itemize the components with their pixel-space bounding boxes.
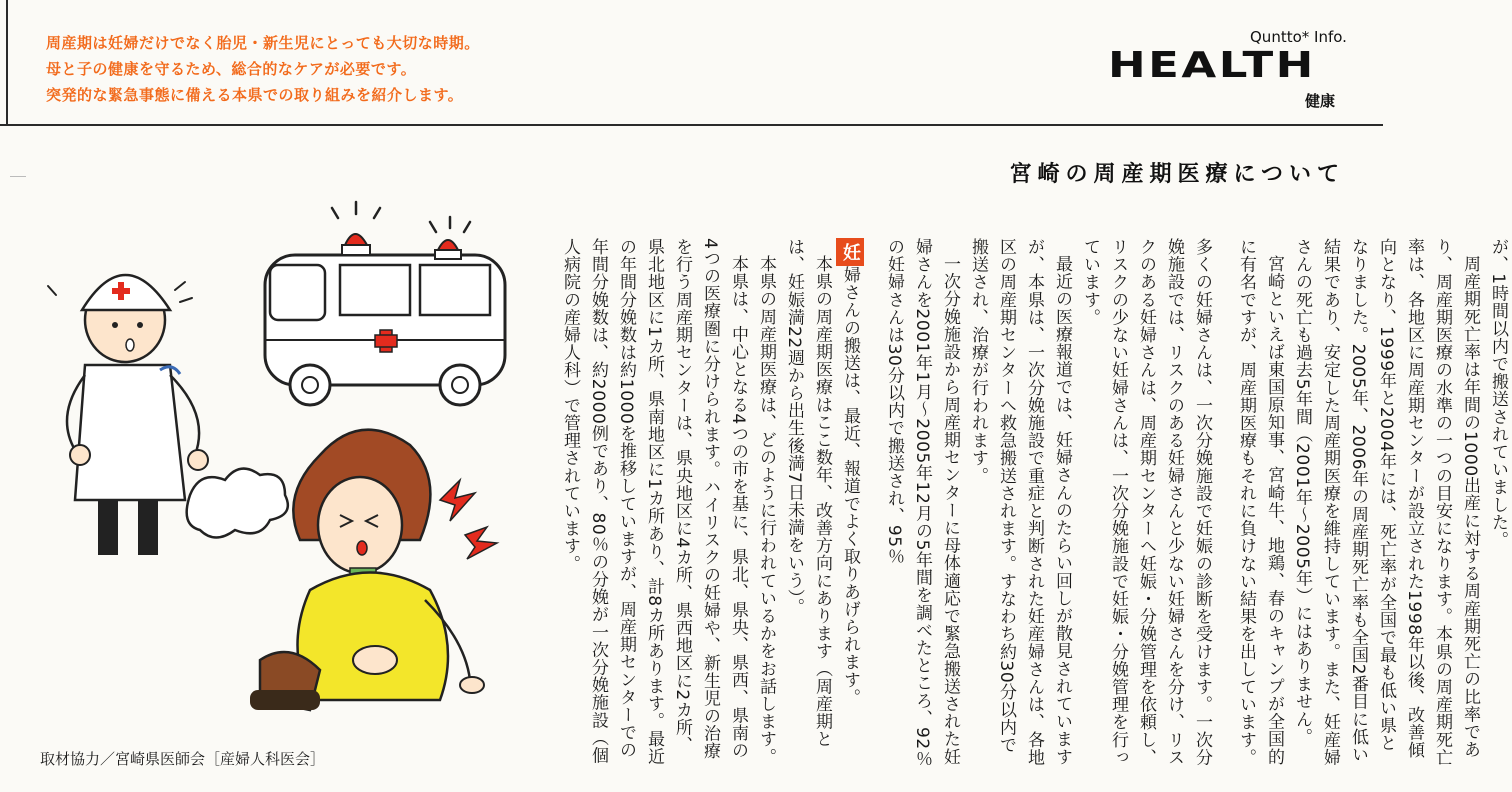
paragraph: 本県は、中心となる4つの市を基に、県北、県央、県西、県南の4つの医療圏に分けられます。ハイリスクの妊婦や、新生児の治療を行う周産期センターは、県央地区に4カ所、県西地区に2カ所、県北地区に1カ所、県南地区に1カ所あり、計8カ所あります。最近の年間分娩数は約1000を推移していますが、周産期センターでの年間分娩数は、約2000例であり、80％の分娩が一次分娩施設（個人病院の産婦人科）で管理されています。: [560, 238, 748, 766]
article-title: 宮崎の周産期医療について: [1009, 162, 1345, 187]
paragraph: 周産期死亡率は年間の1000出産に対する周産期死亡の比率であり、周産期医療の水準の一つの目安になります。本県の周産期死亡率は、各地区に周産期センターが設立された1998年以後、改善傾向となり、1999年と2004年には、死亡率が全国で最も低い県となりました。2005年、2006年の周産期死亡率も全国2番目に低い結果であり、安定した周産期医療を維持しています。また、妊産婦さんの死亡も過去5年間（2001年〜2005年）にはありません。: [1292, 238, 1480, 766]
paragraph: 一次分娩施設から周産期センターに母体適応で緊急搬送された妊婦さんを2001年1月〜2005年12月の5年間を調べたところ、92％の妊婦さんは30分以内で搬送され、95％: [884, 238, 960, 768]
dust-cloud: [187, 469, 288, 538]
pain-mark-icon: [440, 480, 497, 559]
illustration: [20, 190, 520, 720]
paragraph: が、1時間以内で搬送されていました。: [1488, 238, 1508, 549]
intro-line: 周産期は妊婦だけでなく胎児・新生児にとっても大切な時期。: [46, 34, 480, 52]
paragraph: 本県の周産期医療はここ数年、改善方向にあります（周産期とは、妊娠満22週から出生後満7日未満をいう）。: [784, 238, 832, 748]
intro-line: 突発的な緊急事態に備える本県での取り組みを紹介します。: [46, 86, 464, 104]
ambulance-illustration: [265, 202, 505, 405]
header-divider: [0, 124, 1383, 126]
illustration-caption: 取材協力／宮崎県医師会［産婦人科医会］: [40, 750, 326, 768]
article-block-2: [880, 238, 1216, 768]
article-block-1: [556, 238, 864, 768]
paragraph: 宮崎といえば東国原知事、宮崎牛、地鶏、春のキャンプが全国的に有名ですが、周産期医療もそれに負けない結果を出しています。: [1236, 238, 1284, 766]
paragraph: 最近の医療報道では、妊婦さんのたらい回しが散見されていますが、本県は、一次分娩施設で重症と判断された妊産婦さんは、各地区の周産期センターへ救急搬送されます。すなわち約30分以内で搬送され、治療が行われます。: [968, 238, 1072, 766]
section-heading-en: HEALTH: [1108, 45, 1316, 86]
pregnant-woman-illustration: [250, 430, 484, 710]
paragraph-lead: [836, 238, 864, 768]
paragraph: 多くの妊婦さんは、一次分娩施設で妊娠の診断を受けます。一次分娩施設では、リスクのある妊婦さんと少ない妊婦さんを分け、リスクのある妊婦さんは、周産期センターへ妊娠・分娩管理を依頼し、リスクの少ない妊婦さんは、一次分娩施設で妊娠・分娩管理を行っています。: [1080, 238, 1212, 766]
intro-lead: [46, 33, 686, 111]
drop-cap: 妊: [836, 238, 864, 266]
intro-line: 母と子の健康を守るため、総合的なケアが必要です。: [46, 60, 417, 78]
article-body: [556, 238, 1508, 778]
margin-mark: [10, 176, 26, 177]
section-heading-ja: 健康: [1305, 92, 1336, 110]
publication-brand: Quntto* Info.: [1250, 28, 1347, 46]
article-block-3: [1232, 238, 1512, 768]
paragraph-lead-text: 婦さんの搬送は、最近、報道でよく取りあげられます。: [840, 266, 860, 706]
header-left-rule: [6, 0, 8, 124]
paragraph: 本県の周産期医療は、どのように行われているかをお話します。: [756, 255, 776, 766]
